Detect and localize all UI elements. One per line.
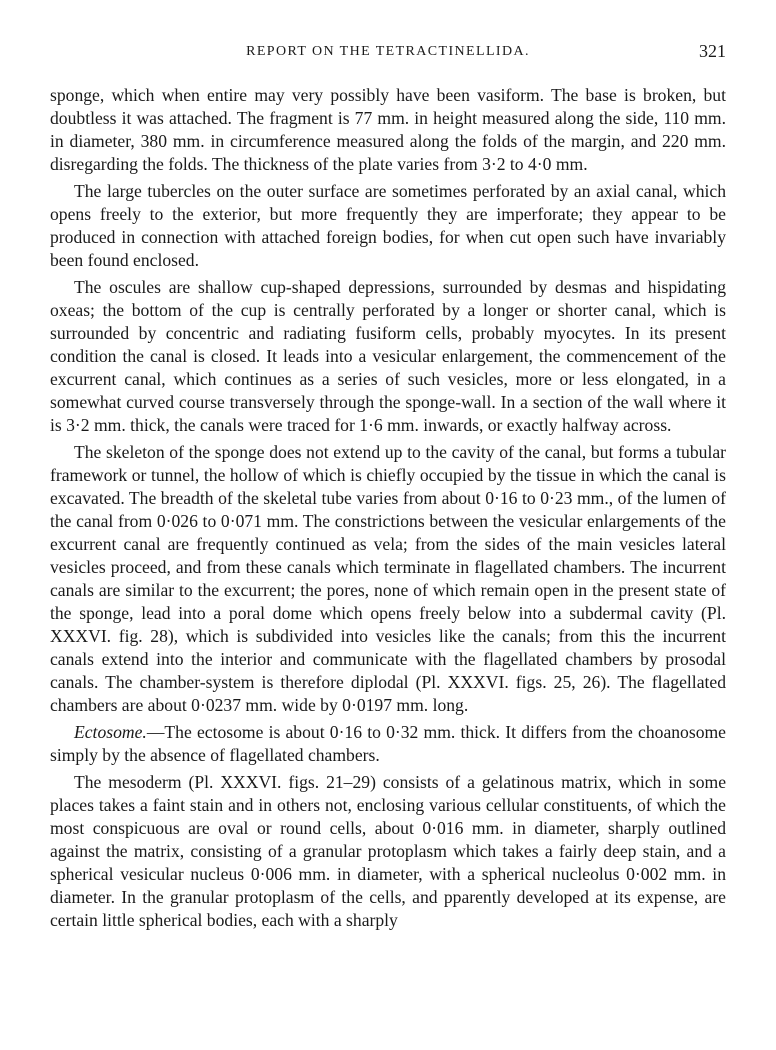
ectosome-heading: Ectosome. [74,722,147,742]
paragraph-skeleton: The skeleton of the sponge does not extend up to the cavity of the canal, but forms a tubular framework or tunnel, the hollow of which is chiefly occupied by the tissue in which the canal is excavated. The breadth of the skeletal tube varies from about 0·16 to 0·23 mm., of the lumen of the canal from 0·026 to 0·071 mm. The constrictions between the vesicular enlargements of the excurrent canal are frequently continued as vela; from the sides of the main vesicles lateral vesicles proceed, and from these canals which terminate in flagellated chambers. The incurrent canals are similar to the excurrent; the pores, none of which remain open in the present state of the sponge, lead into a poral dome which opens freely below into a subdermal cavity (Pl. XXXVI. fig. 28), which is subdivided into vesicles like the canals; from this the incurrent canals extend into the interior and communicate with the flagellated chambers by prosodal canals. The chamber-system is therefore diplodal (Pl. XXXVI. figs. 25, 26). The flagellated chambers are about 0·0237 mm. wide by 0·0197 mm. long. [50,442,726,715]
paragraph-tubercles: The large tubercles on the outer surface are sometimes perforated by an axial canal, which opens freely to the exterior, but more frequently they are imperforate; they appear to be produced in connection with attached foreign bodies, for when cut open such have invariably been found enclosed. [50,181,726,270]
paragraph-continuation: sponge, which when entire may very possibly have been vasiform. The base is broken, but doubtless it was attached. The fragment is 77 mm. in height measured along the side, 110 mm. in diameter, 380 mm. in circumference measured along the folds of the margin, and 220 mm. disregarding the folds. The thickness of the plate varies from 3·2 to 4·0 mm. [50,85,726,174]
paragraph-mesoderm: The mesoderm (Pl. XXXVI. figs. 21–29) consists of a gelatinous matrix, which in some places takes a faint stain and in others not, enclosing various cellular constituents, of which the most conspicuous are oval or round cells, about 0·016 mm. in diameter, sharply outlined against the matrix, consisting of a granular protoplasm which takes a fairly deep stain, and a spherical vesicular nucleus 0·006 mm. in diameter, with a spherical nucleolus 0·002 mm. in diameter. In the granular protoplasm of the cells, and pparently developed at its expense, are certain little spherical bodies, each with a sharply [50,772,726,930]
running-title: REPORT ON THE TETRACTINELLIDA. [246,44,530,59]
paragraph-oscules: The oscules are shallow cup-shaped depressions, surrounded by desmas and hispidating oxeas; the bottom of the cup is centrally perforated by a longer or shorter canal, which is surrounded by concentric and radiating fusiform cells, probably myocytes. In its present condition the canal is closed. It leads into a vesicular enlargement, the commencement of the excurrent canal, which continues as a series of such vesicles, more or less elongated, in a somewhat curved course transversely through the sponge-wall. In a section of the wall where it is 3·2 mm. thick, the canals were traced for 1·6 mm. inwards, or exactly halfway across. [50,277,726,435]
ectosome-text: —The ectosome is about 0·16 to 0·32 mm. thick. It differs from the choanosome simply by the absence of flagellated chambers. [50,722,726,765]
body-text [50,84,726,932]
paragraph-ectosome [50,721,726,767]
running-header [50,41,726,66]
page-number: 321 [699,41,726,61]
